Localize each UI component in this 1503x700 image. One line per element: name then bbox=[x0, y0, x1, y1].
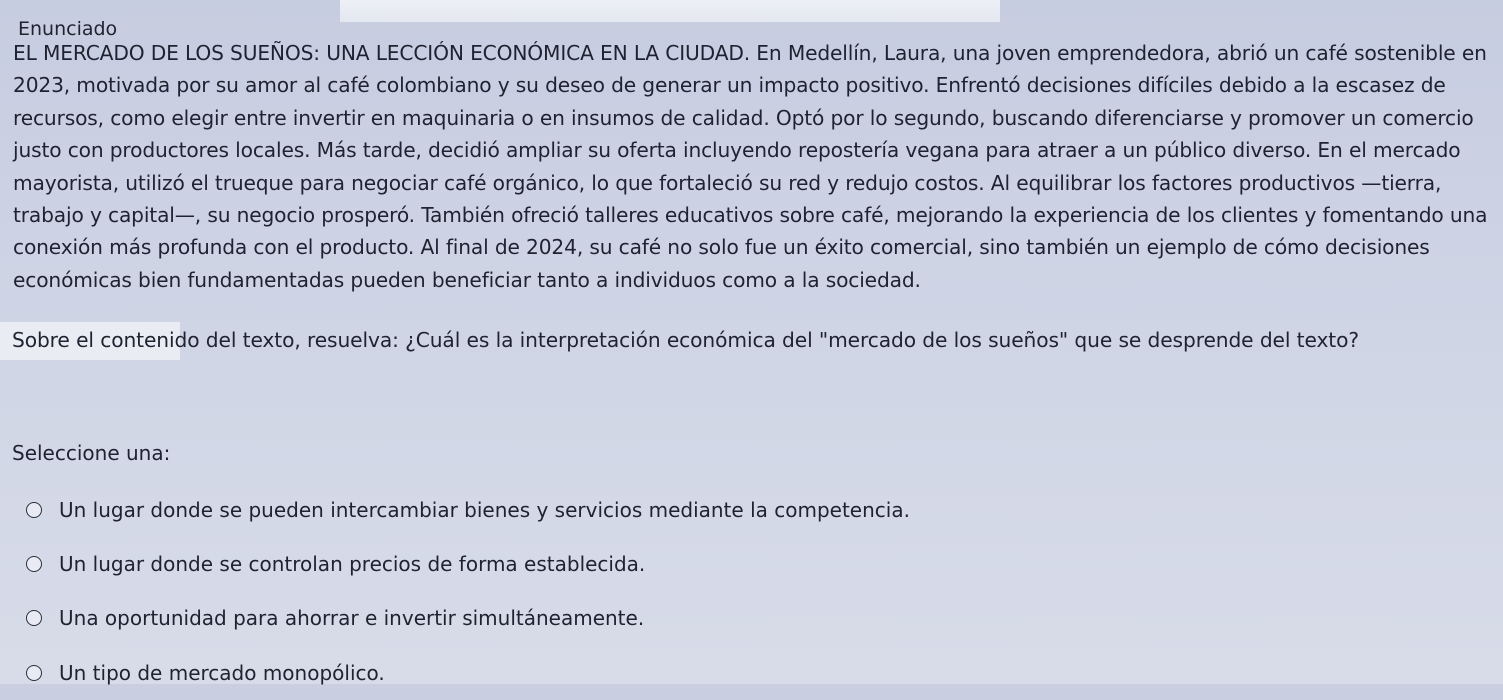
answer-option-label[interactable]: Una oportunidad para ahorrar e invertir simultáneamente. bbox=[59, 606, 645, 631]
radio-button-a[interactable] bbox=[26, 502, 42, 518]
screen-glare bbox=[340, 0, 1000, 22]
answer-option-label[interactable]: Un lugar donde se controlan precios de forma establecida. bbox=[59, 552, 646, 577]
answer-options bbox=[26, 483, 910, 700]
select-one-label: Seleccione una: bbox=[12, 441, 171, 465]
answer-option-a[interactable] bbox=[26, 483, 910, 537]
radio-button-b[interactable] bbox=[26, 556, 42, 572]
statement-label: Enunciado bbox=[18, 18, 118, 40]
answer-option-c[interactable] bbox=[26, 591, 910, 645]
question-text: Sobre el contenido del texto, resuelva: ¿Cuál es la interpretación económica del "mercado de los sueños" que se desprende del texto? bbox=[12, 328, 1359, 352]
answer-option-label[interactable]: Un tipo de mercado monopólico. bbox=[59, 660, 385, 685]
radio-button-c[interactable] bbox=[26, 610, 42, 626]
statement-text: EL MERCADO DE LOS SUEÑOS: UNA LECCIÓN ECONÓMICA EN LA CIUDAD. En Medellín, Laura, una joven emprendedora, abrió un café sostenible en 2023, motivada por su amor al café colombiano y su deseo de generar un impacto positivo. Enfrentó decisiones difíciles debido a la escasez de recursos, como elegir entre invertir en maquinaria o en insumos de calidad. Optó por lo segundo, buscando diferenciarse y promover un comercio justo con productores locales. Más tarde, decidió ampliar su oferta incluyendo repostería vegana para atraer a un público diverso. En el mercado mayorista, utilizó el trueque para negociar café orgánico, lo que fortaleció su red y redujo costos. Al equilibrar los factores productivos —tierra, trabajo y capital—, su negocio prosperó. También ofreció talleres educativos sobre café, mejorando la experiencia de los clientes y fomentando una conexión más profunda con el producto. Al final de 2024, su café no solo fue un éxito comercial, sino también un ejemplo de cómo decisiones económicas bien fundamentadas pueden beneficiar tanto a individuos como a la sociedad. bbox=[13, 41, 1488, 292]
answer-option-label[interactable]: Un lugar donde se pueden intercambiar bienes y servicios mediante la competencia. bbox=[59, 498, 910, 523]
answer-option-b[interactable] bbox=[26, 537, 910, 591]
radio-button-d[interactable] bbox=[26, 665, 42, 681]
answer-option-d[interactable] bbox=[26, 646, 910, 700]
